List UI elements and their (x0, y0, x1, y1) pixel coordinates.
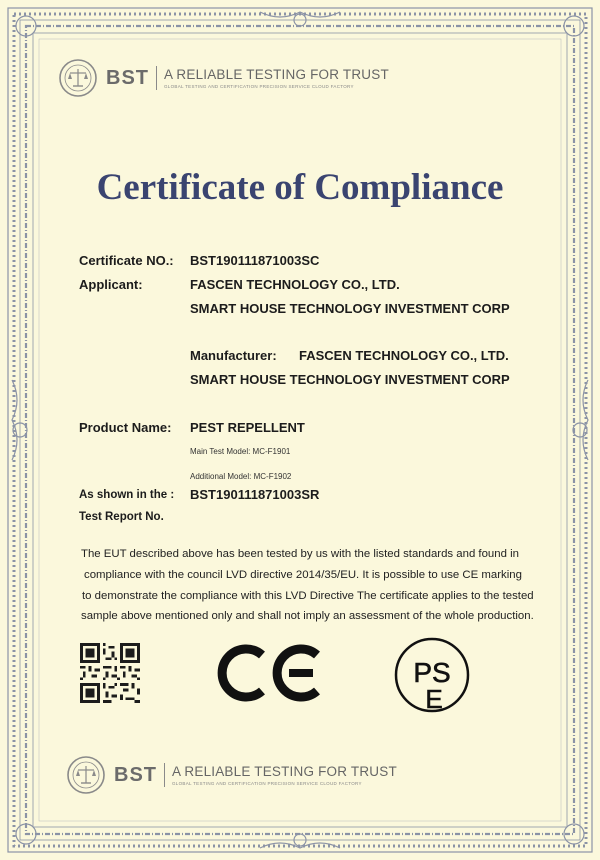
brand-tagline: A RELIABLE TESTING FOR TRUST (172, 764, 397, 779)
report-label-line1: As shown in the : (79, 489, 175, 501)
bst-seal-icon (58, 58, 98, 98)
brand-subtagline: GLOBAL TESTING AND CERTIFICATION PRECISION SERVICE CLOUD FACTORY (164, 84, 354, 89)
product-name-value: PEST REPELLENT (190, 420, 305, 435)
applicant-line2: SMART HOUSE TECHNOLOGY INVESTMENT CORP (190, 301, 510, 316)
brand-divider (156, 66, 157, 90)
additional-model: Additional Model: MC-F1902 (190, 472, 292, 481)
brand-name: BST (106, 66, 149, 89)
manufacturer-label: Manufacturer: (190, 348, 277, 363)
ce-mark-icon (212, 643, 322, 703)
statement-line: The EUT described above has been tested by us with the listed standards and found in (81, 548, 519, 560)
pse-mark-icon (392, 636, 472, 714)
statement-line: sample above mentioned only and shall not imply an assessment of the whole production. (81, 610, 534, 622)
manufacturer-line1: FASCEN TECHNOLOGY CO., LTD. (299, 348, 509, 363)
qr-code-icon (80, 643, 140, 703)
brand-subtagline: GLOBAL TESTING AND CERTIFICATION PRECISION SERVICE CLOUD FACTORY (172, 781, 362, 786)
bst-seal-icon (66, 755, 106, 795)
footer-logo (66, 755, 397, 795)
brand-tagline-block (164, 67, 389, 89)
report-no-value: BST190111871003SR (190, 487, 320, 502)
header-logo (58, 58, 389, 98)
certificate-no-label: Certificate NO.: (79, 253, 174, 268)
statement-line: compliance with the council LVD directive 2014/35/EU. It is possible to use CE marking (84, 569, 522, 581)
pse-bottom-letter: E (425, 684, 443, 714)
report-label-line2: Test Report No. (79, 511, 164, 523)
brand-name: BST (114, 763, 157, 786)
brand-tagline: A RELIABLE TESTING FOR TRUST (164, 67, 389, 82)
applicant-line1: FASCEN TECHNOLOGY CO., LTD. (190, 277, 400, 292)
pse-top-letters: PS (413, 657, 451, 688)
applicant-label: Applicant: (79, 277, 143, 292)
manufacturer-line2: SMART HOUSE TECHNOLOGY INVESTMENT CORP (190, 372, 510, 387)
statement-line: to demonstrate the compliance with this LVD Directive The certificate applies to the tested (82, 590, 534, 602)
certificate-title: Certificate of Compliance (96, 167, 504, 208)
certificate-no-value: BST190111871003SC (190, 253, 320, 268)
product-name-label: Product Name: (79, 420, 172, 435)
brand-divider (164, 763, 165, 787)
main-test-model: Main Test Model: MC-F1901 (190, 447, 291, 456)
brand-tagline-block (172, 764, 397, 786)
